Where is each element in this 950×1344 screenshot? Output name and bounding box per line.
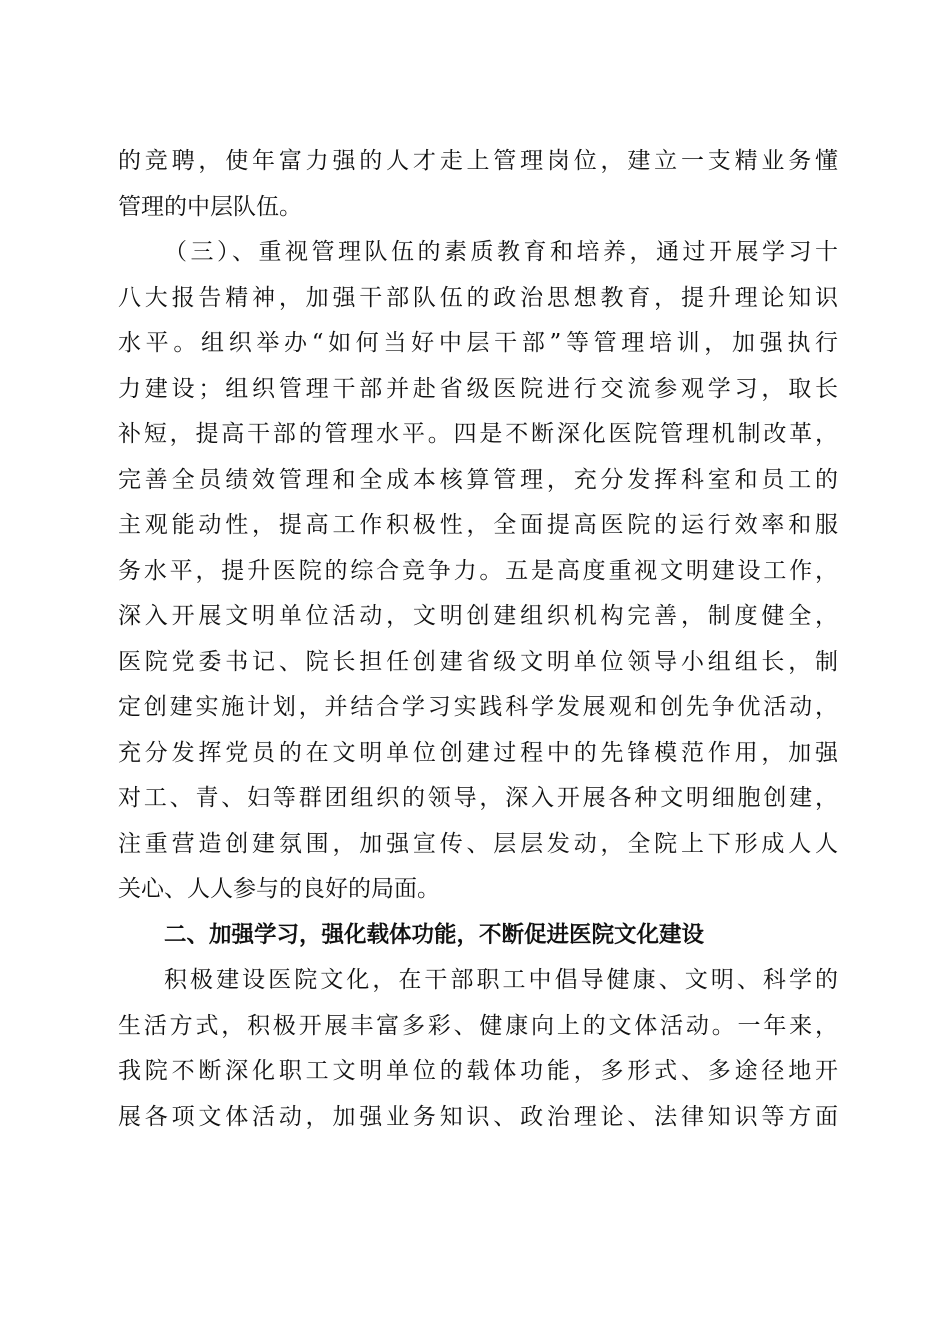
- text-line: 的竞聘，使年富力强的人才走上管理岗位，建立一支精业务懂: [118, 148, 838, 174]
- text-line: 管理的中层队伍。: [118, 194, 302, 220]
- text-line: 对工、青、妇等群团组织的领导，深入开展各种文明细胞创建，: [118, 785, 838, 811]
- paragraph-start-line: 积极建设医院文化，在干部职工中倡导健康、文明、科学的: [164, 967, 838, 993]
- text-line: 务水平，提升医院的综合竞争力。五是高度重视文明建设工作，: [118, 558, 838, 584]
- text-line: 展各项文体活动，加强业务知识、政治理论、法律知识等方面: [118, 1104, 838, 1130]
- text-line: 八大报告精神，加强干部队伍的政治思想教育，提升理论知识: [118, 285, 838, 311]
- section-heading: 二、加强学习，强化载体功能，不断促进医院文化建设: [164, 922, 705, 948]
- text-line: 深入开展文明单位活动，文明创建组织机构完善，制度健全，: [118, 603, 838, 629]
- text-line: 完善全员绩效管理和全成本核算管理，充分发挥科室和员工的: [118, 467, 838, 493]
- text-line: 生活方式，积极开展丰富多彩、健康向上的文体活动。一年来，: [118, 1013, 838, 1039]
- text-line: 医院党委书记、院长担任创建省级文明单位领导小组组长，制: [118, 649, 838, 675]
- text-line: 注重营造创建氛围，加强宣传、层层发动，全院上下形成人人: [118, 831, 838, 857]
- text-line: 定创建实施计划，并结合学习实践科学发展观和创先争优活动，: [118, 694, 838, 720]
- text-line: 主观能动性，提高工作积极性，全面提高医院的运行效率和服: [118, 512, 838, 538]
- text-line: 力建设；组织管理干部并赴省级医院进行交流参观学习，取长: [118, 376, 838, 402]
- text-line: 关心、人人参与的良好的局面。: [118, 876, 440, 902]
- text-line: 充分发挥党员的在文明单位创建过程中的先锋模范作用，加强: [118, 740, 838, 766]
- text-line: 我院不断深化职工文明单位的载体功能，多形式、多途径地开: [118, 1058, 838, 1084]
- text-line: 补短，提高干部的管理水平。四是不断深化医院管理机制改革，: [118, 421, 838, 447]
- text-line: 水平。组织举办“如何当好中层干部”等管理培训，加强执行: [118, 330, 838, 356]
- paragraph-start-line: （三）、重视管理队伍的素质教育和培养，通过开展学习十: [164, 239, 838, 265]
